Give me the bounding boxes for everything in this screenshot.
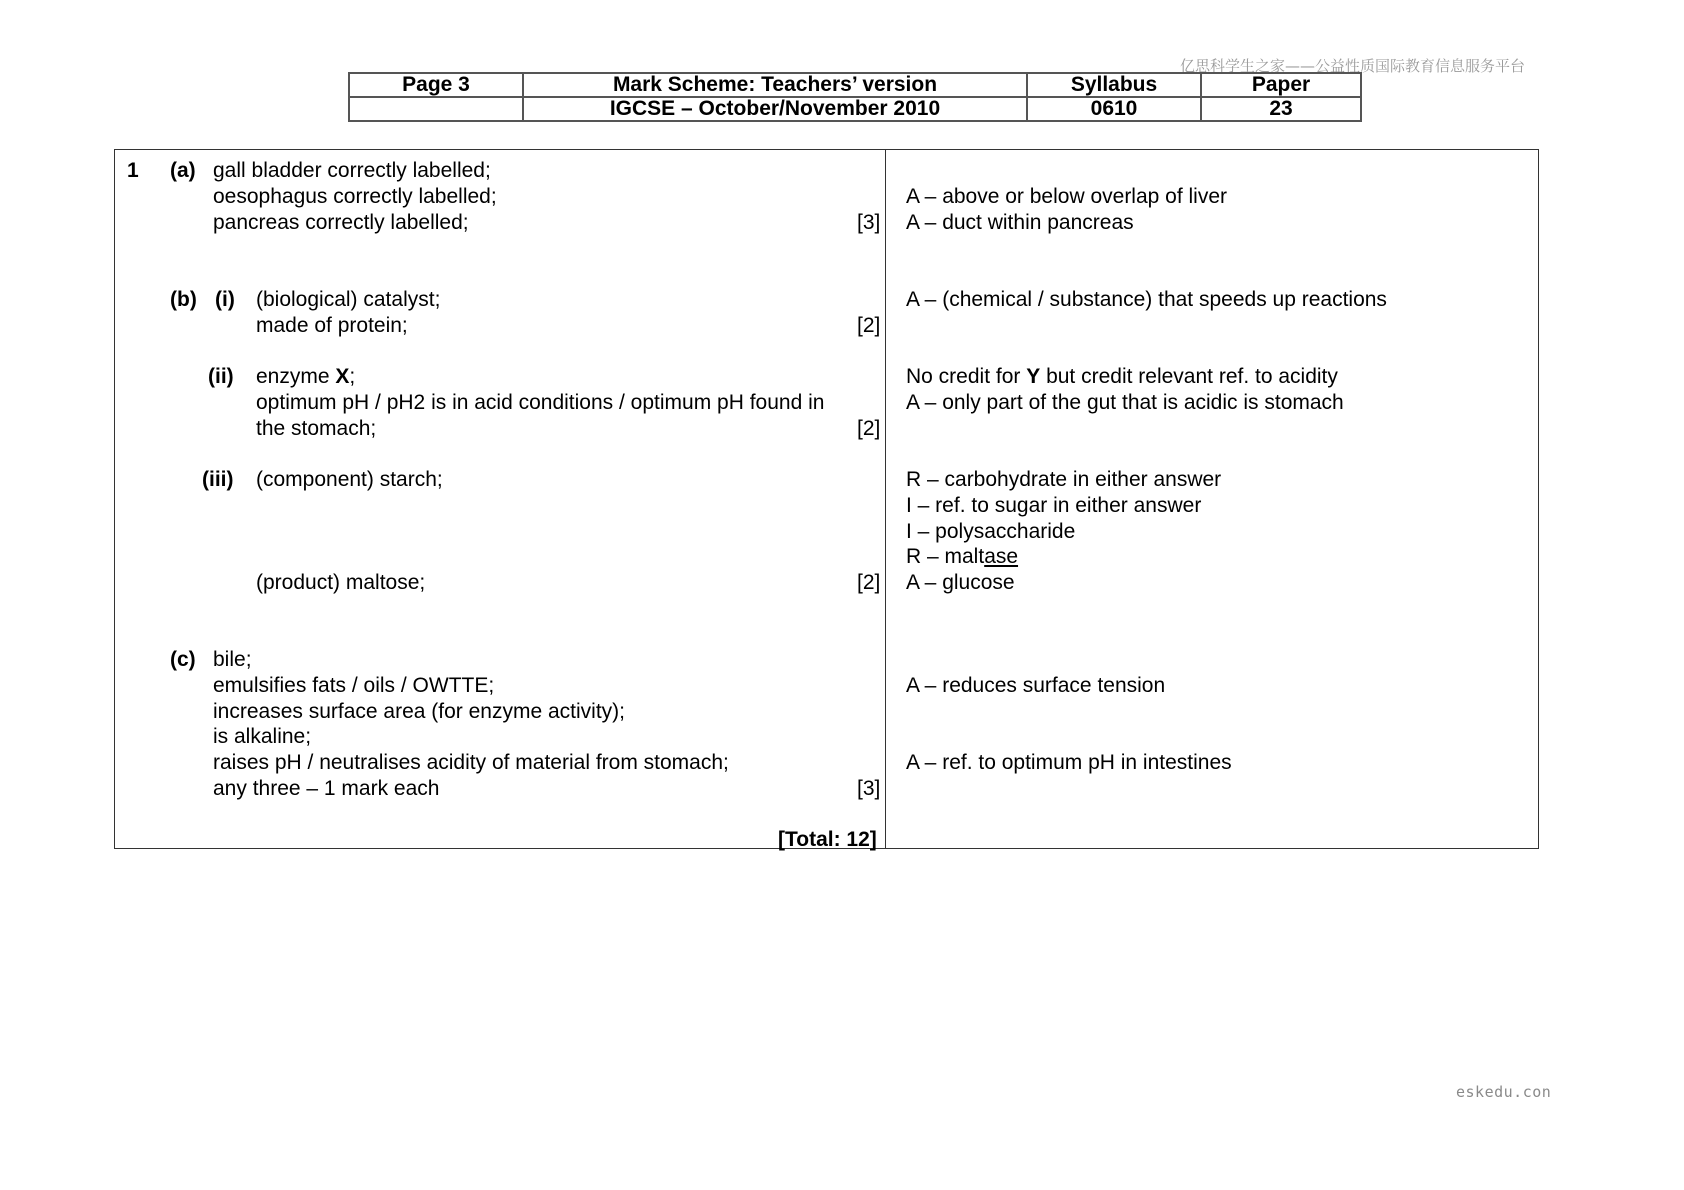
- guidance-note: I – ref. to sugar in either answer: [906, 494, 1202, 517]
- answer-line: raises pH / neutralises acidity of material from stomach;: [213, 751, 729, 774]
- answer-line: bile;: [213, 648, 252, 671]
- header-title: Mark Scheme: Teachers’ version: [523, 73, 1027, 97]
- guidance-note: A – above or below overlap of liver: [906, 185, 1228, 208]
- total-marks: [Total: 12]: [778, 828, 877, 851]
- mark-scheme-box: [114, 149, 1539, 849]
- answer-line: (component) starch;: [256, 468, 443, 491]
- answer-line: oesophagus correctly labelled;: [213, 185, 497, 208]
- guidance-note: No credit for Y but credit relevant ref. to acidity: [906, 365, 1338, 388]
- marks: [2]: [857, 417, 881, 440]
- subpart-ii-label: (ii): [208, 365, 234, 388]
- answer-line: optimum pH / pH2 is in acid conditions / optimum pH found in: [256, 391, 825, 414]
- part-b-label: (b): [170, 288, 197, 311]
- guidance-note: R – maltase: [906, 545, 1019, 568]
- subpart-iii-label: (iii): [202, 468, 234, 491]
- watermark-bottom: eskedu.con: [1456, 1083, 1552, 1101]
- guidance-note: A – duct within pancreas: [906, 211, 1134, 234]
- answer-line: the stomach;: [256, 417, 377, 440]
- marks: [3]: [857, 211, 881, 234]
- header-syllabus-label: Syllabus: [1027, 73, 1201, 97]
- subpart-i-label: (i): [215, 288, 235, 311]
- answer-line: (biological) catalyst;: [256, 288, 441, 311]
- answer-line: (product) maltose;: [256, 571, 426, 594]
- header-paper-label: Paper: [1201, 73, 1361, 97]
- header-table: [348, 72, 1362, 122]
- answer-line: enzyme X;: [256, 365, 356, 388]
- guidance-note: I – polysaccharide: [906, 520, 1076, 543]
- marks: [2]: [857, 571, 881, 594]
- guidance-note: A – (chemical / substance) that speeds up reactions: [906, 288, 1387, 311]
- header-page: Page 3: [349, 73, 523, 97]
- answer-line: any three – 1 mark each: [213, 777, 440, 800]
- header-exam: IGCSE – October/November 2010: [523, 97, 1027, 121]
- answer-line: gall bladder correctly labelled;: [213, 159, 491, 182]
- marks: [2]: [857, 314, 881, 337]
- answer-line: is alkaline;: [213, 725, 312, 748]
- question-number: 1: [127, 159, 139, 182]
- header-syllabus: 0610: [1027, 97, 1201, 121]
- guidance-note: A – reduces surface tension: [906, 674, 1166, 697]
- part-a-label: (a): [170, 159, 196, 182]
- header-paper: 23: [1201, 97, 1361, 121]
- answer-line: made of protein;: [256, 314, 408, 337]
- part-c-label: (c): [170, 648, 196, 671]
- guidance-note: A – only part of the gut that is acidic is stomach: [906, 391, 1344, 414]
- answer-line: pancreas correctly labelled;: [213, 211, 469, 234]
- answer-line: increases surface area (for enzyme activity);: [213, 700, 625, 723]
- marks: [3]: [857, 777, 881, 800]
- watermark-top: 亿思科学生之家——公益性质国际教育信息服务平台: [1180, 57, 1526, 75]
- answer-line: emulsifies fats / oils / OWTTE;: [213, 674, 495, 697]
- guidance-note: R – carbohydrate in either answer: [906, 468, 1222, 491]
- header-empty-cell: [349, 97, 523, 121]
- column-divider: [885, 149, 886, 849]
- guidance-note: A – glucose: [906, 571, 1015, 594]
- guidance-note: A – ref. to optimum pH in intestines: [906, 751, 1232, 774]
